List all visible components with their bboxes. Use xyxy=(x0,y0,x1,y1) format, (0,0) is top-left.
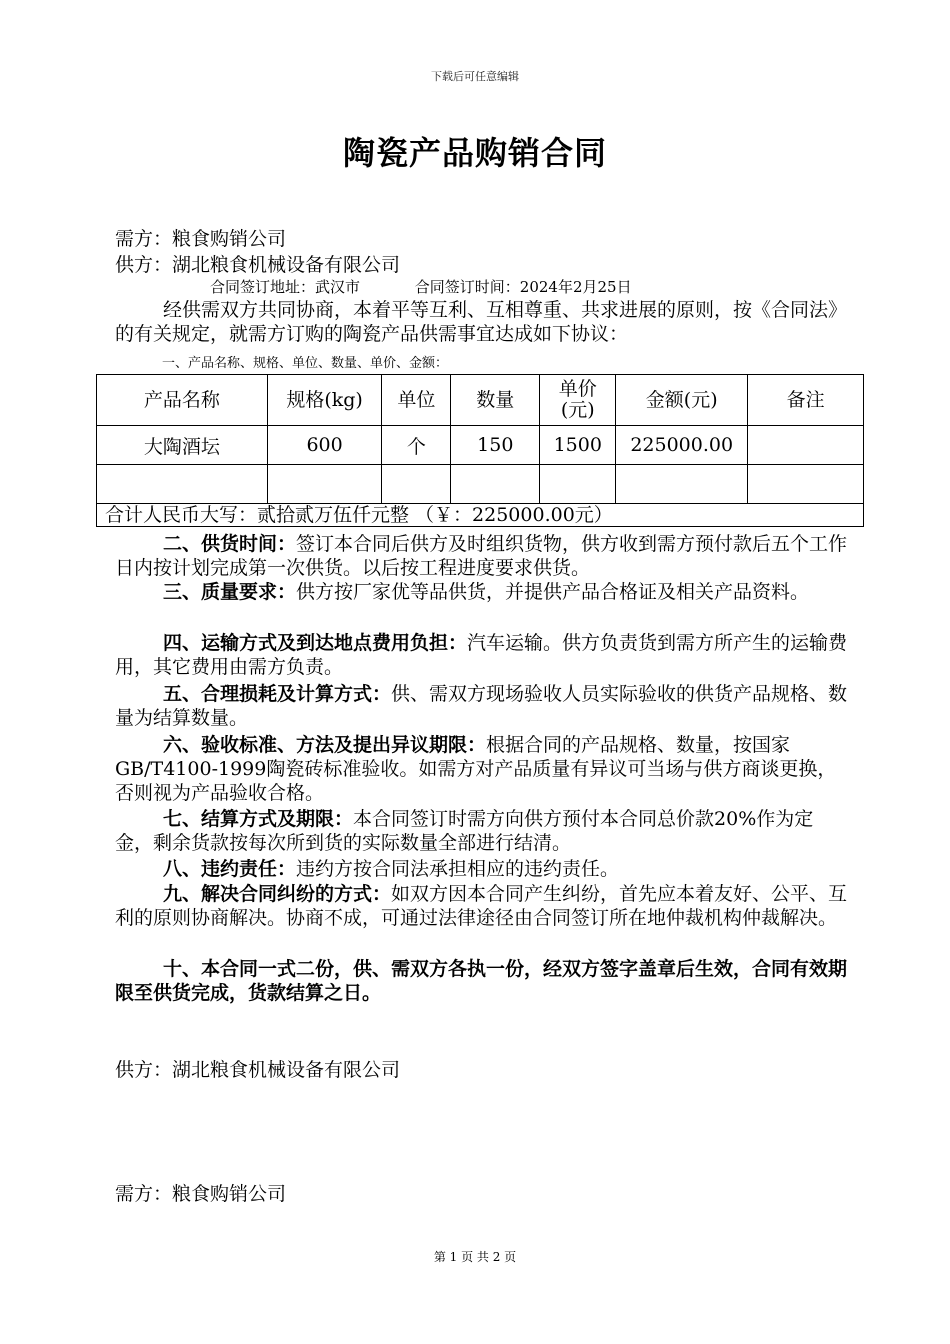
clause-heading: 九、解决合同纠纷的方式： xyxy=(163,883,392,905)
table-cell xyxy=(540,465,616,504)
clause-body: 如双方因本合同产生纠纷，首先应本着友好、公平、互利的原则协商解决。协商不成，可通过法律途径由合同签订所在地仲裁机构仲裁解决。 xyxy=(115,883,848,929)
table-cell: 1500 xyxy=(540,426,616,465)
table-header-cell: 备注 xyxy=(748,375,864,426)
clause-3 xyxy=(115,580,850,604)
clause-heading: 七、结算方式及期限： xyxy=(163,808,354,830)
clause-8 xyxy=(115,857,850,881)
clause-4 xyxy=(115,631,850,679)
clause-body: 签订本合同后供方及时组织货物，供方收到需方预付款后五个工作日内按计划完成第一次供货。以后按工程进度要求供货。 xyxy=(115,533,848,579)
clause-10 xyxy=(115,957,850,1005)
clause-heading: 四、运输方式及到达地点费用负担： xyxy=(163,632,468,654)
table-cell xyxy=(97,465,268,504)
clause-heading: 二、供货时间： xyxy=(163,533,297,555)
table-cell xyxy=(451,465,540,504)
table-header-cell: 产品名称 xyxy=(97,375,268,426)
supplier-line: 供方：湖北粮食机械设备有限公司 xyxy=(115,254,401,276)
clause-body: 本合同签订时需方向供方预付本合同总价款20%作为定金，剩余货款按每次所到货的实际数量全部进行结清。 xyxy=(115,808,814,854)
table-cell xyxy=(267,465,382,504)
clause-body: 根据合同的产品规格、数量，按国家GB/T4100-1999陶瓷砖标准验收。如需方对产品质量有异议可当场与供方商谈更换，否则视为产品验收合格。 xyxy=(115,734,837,804)
sign-meta xyxy=(210,276,682,297)
clause-heading: 八、违约责任： xyxy=(163,858,297,880)
clause-heading: 五、合理损耗及计算方式： xyxy=(163,683,392,705)
table-cell xyxy=(748,465,864,504)
buyer-line: 需方：粮食购销公司 xyxy=(115,228,287,250)
table-cell: 600 xyxy=(267,426,382,465)
clause-2 xyxy=(115,532,850,580)
page-footer: 第 1 页 共 2 页 xyxy=(433,1250,517,1264)
table-header-cell: 单位 xyxy=(382,375,451,426)
table-total-row xyxy=(97,504,864,527)
table-cell: 150 xyxy=(451,426,540,465)
header-note: 下载后可任意编辑 xyxy=(431,70,519,83)
sign-place: 合同签订地址：武汉市 xyxy=(210,278,361,296)
goods-table xyxy=(96,374,864,527)
clause-body: 供方按厂家优等品供货，并提供产品合格证及相关产品资料。 xyxy=(296,581,810,603)
sign-time: 合同签订时间：2024年2月25日 xyxy=(414,278,632,296)
table-row xyxy=(97,465,864,504)
clause-body: 违约方按合同法承担相应的违约责任。 xyxy=(296,858,620,880)
table-cell: 大陶酒坛 xyxy=(97,426,268,465)
clause-7 xyxy=(115,807,850,855)
table-header-cell: 金额(元) xyxy=(616,375,748,426)
intro-paragraph: 经供需双方共同协商，本着平等互利、互相尊重、共求进展的原则，按《合同法》的有关规定，就需方订购的陶瓷产品供需事宜达成如下协议： xyxy=(115,299,848,345)
signature-supplier: 供方：湖北粮食机械设备有限公司 xyxy=(115,1059,401,1081)
clause-heading: 六、验收标准、方法及提出异议期限： xyxy=(163,734,487,756)
clause-heading: 三、质量要求： xyxy=(163,581,297,603)
table-cell: 225000.00 xyxy=(616,426,748,465)
clause-body: 汽车运输。供方负责货到需方所产生的运输费用，其它费用由需方负责。 xyxy=(115,632,848,678)
clause-5 xyxy=(115,682,850,730)
clause-body: 供、需双方现场验收人员实际验收的供货产品规格、数量为结算数量。 xyxy=(115,683,848,729)
table-cell xyxy=(382,465,451,504)
table-cell xyxy=(748,426,864,465)
table-header-cell: 数量 xyxy=(451,375,540,426)
table-header-cell: 单价(元) xyxy=(540,375,616,426)
clause-9 xyxy=(115,882,850,930)
document-title: 陶瓷产品购销合同 xyxy=(342,134,607,172)
table-row xyxy=(97,426,864,465)
table-cell xyxy=(616,465,748,504)
table-cell: 个 xyxy=(382,426,451,465)
clause-heading: 十、本合同一式二份，供、需双方各执一份，经双方签字盖章后生效，合同有效期限至供货完成，货款结算之日。 xyxy=(115,958,848,1004)
signature-buyer: 需方：粮食购销公司 xyxy=(115,1183,287,1205)
section1-title: 一、产品名称、规格、单位、数量、单价、金额： xyxy=(162,356,449,371)
total-amount: 合计人民币大写：贰拾贰万伍仟元整 （￥：225000.00元） xyxy=(97,504,864,527)
table-header-cell: 规格(kg) xyxy=(267,375,382,426)
clause-6 xyxy=(115,733,850,805)
table-header-row xyxy=(97,375,864,426)
